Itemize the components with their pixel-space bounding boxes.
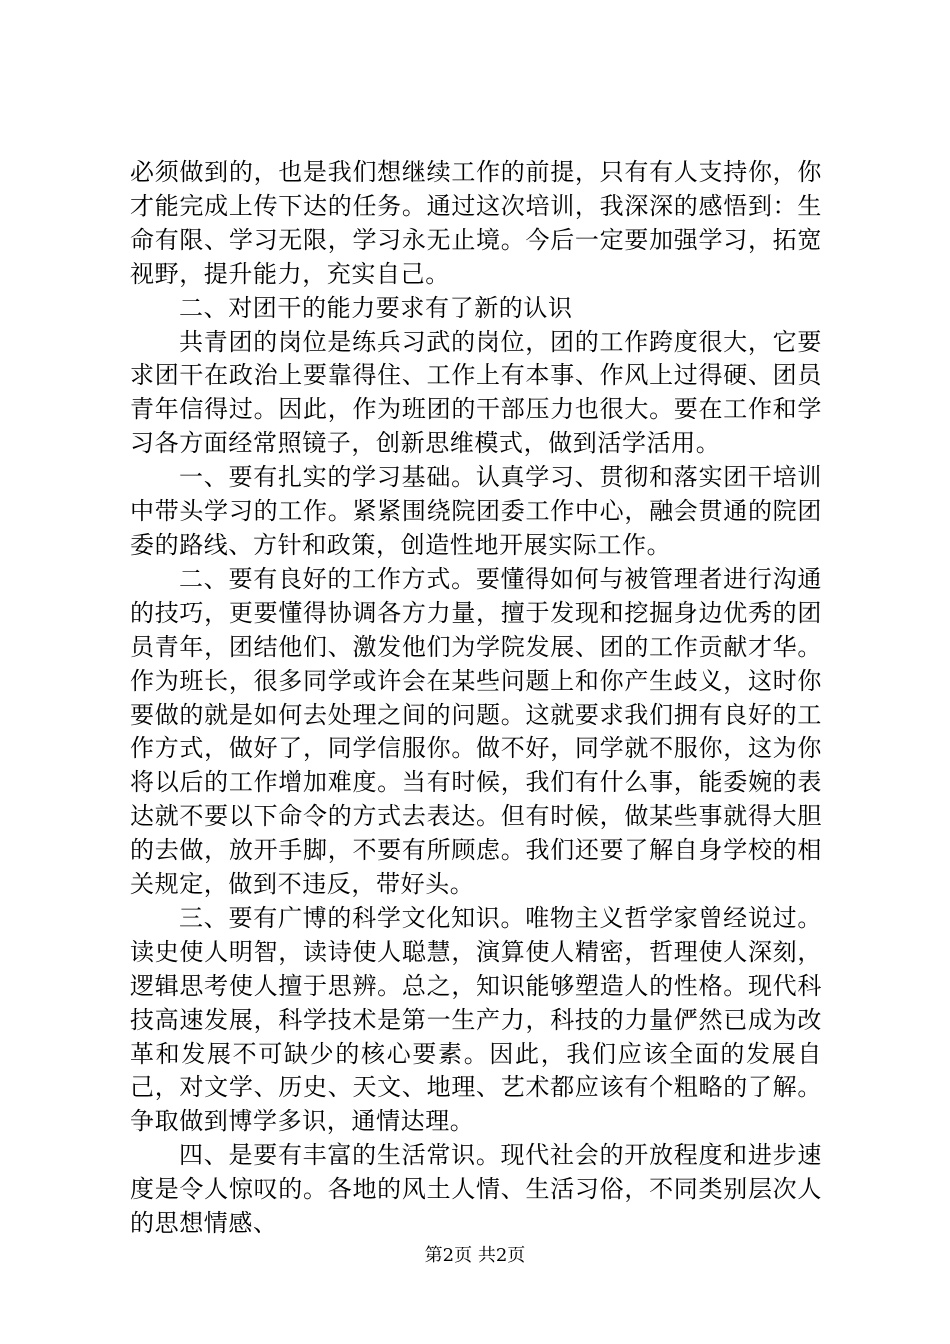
paragraph-continuation: 必须做到的，也是我们想继续工作的前提，只有有人支持你，你才能完成上传下达的任务。通过这次培训，我深深的感悟到：生命有限、学习无限，学习永无止境。今后一定要加强学习，拓宽视野，提升能力，充实自己。 (130, 158, 822, 288)
page-number-footer: 第2页 共2页 (424, 1245, 526, 1266)
paragraph-point-1: 一、要有扎实的学习基础。认真学习、贯彻和落实团干培训中带头学习的工作。紧紧围绕院团委工作中心，融会贯通的院团委的路线、方针和政策，创造性地开展实际工作。 (130, 463, 822, 559)
paragraph-point-2: 二、要有良好的工作方式。要懂得如何与被管理者进行沟通的技巧，更要懂得协调各方力量，擅于发现和挖掘身边优秀的团员青年，团结他们、激发他们为学院发展、团的工作贡献才华。作为班长，很多同学或许会在某些问题上和你产生歧义，这时你要做的就是如何去处理之间的问题。这就要求我们拥有良好的工作方式，做好了，同学信服你。做不好，同学就不服你，这为你将以后的工作增加难度。当有时候，我们有什么事，能委婉的表达就不要以下命令的方式去表达。但有时候，做某些事就得大胆的去做，放开手脚，不要有所顾虑。我们还要了解自身学校的相关规定，做到不违反，带好头。 (130, 564, 822, 899)
section-heading-2: 二、对团干的能力要求有了新的认识 (179, 293, 573, 322)
paragraph-point-4: 四、是要有丰富的生活常识。现代社会的开放程度和进步速度是令人惊叹的。各地的风土人情、生活习俗，不同类别层次人的思想情感、 (130, 1141, 822, 1238)
paragraph-point-3: 三、要有广博的科学文化知识。唯物主义哲学家曾经说过。读史使人明智，读诗使人聪慧，演算使人精密，哲理使人深刻，逻辑思考使人擅于思辨。总之，知识能够塑造人的性格。现代科技高速发展，科学技术是第一生产力，科技的力量俨然已成为改革和发展不可缺少的核心要素。因此，我们应该全面的发展自己，对文学、历史、天文、地理、艺术都应该有个粗略的了解。争取做到博学多识，通情达理。 (130, 903, 822, 1136)
document-body (130, 156, 822, 1241)
paragraph-youth-league-position: 共青团的岗位是练兵习武的岗位，团的工作跨度很大，它要求团干在政治上要靠得住、工作上有本事、作风上过得硬、团员青年信得过。因此，作为班团的干部压力也很大。要在工作和学习各方面经常照镜子，创新思维模式，做到活学活用。 (130, 327, 822, 458)
